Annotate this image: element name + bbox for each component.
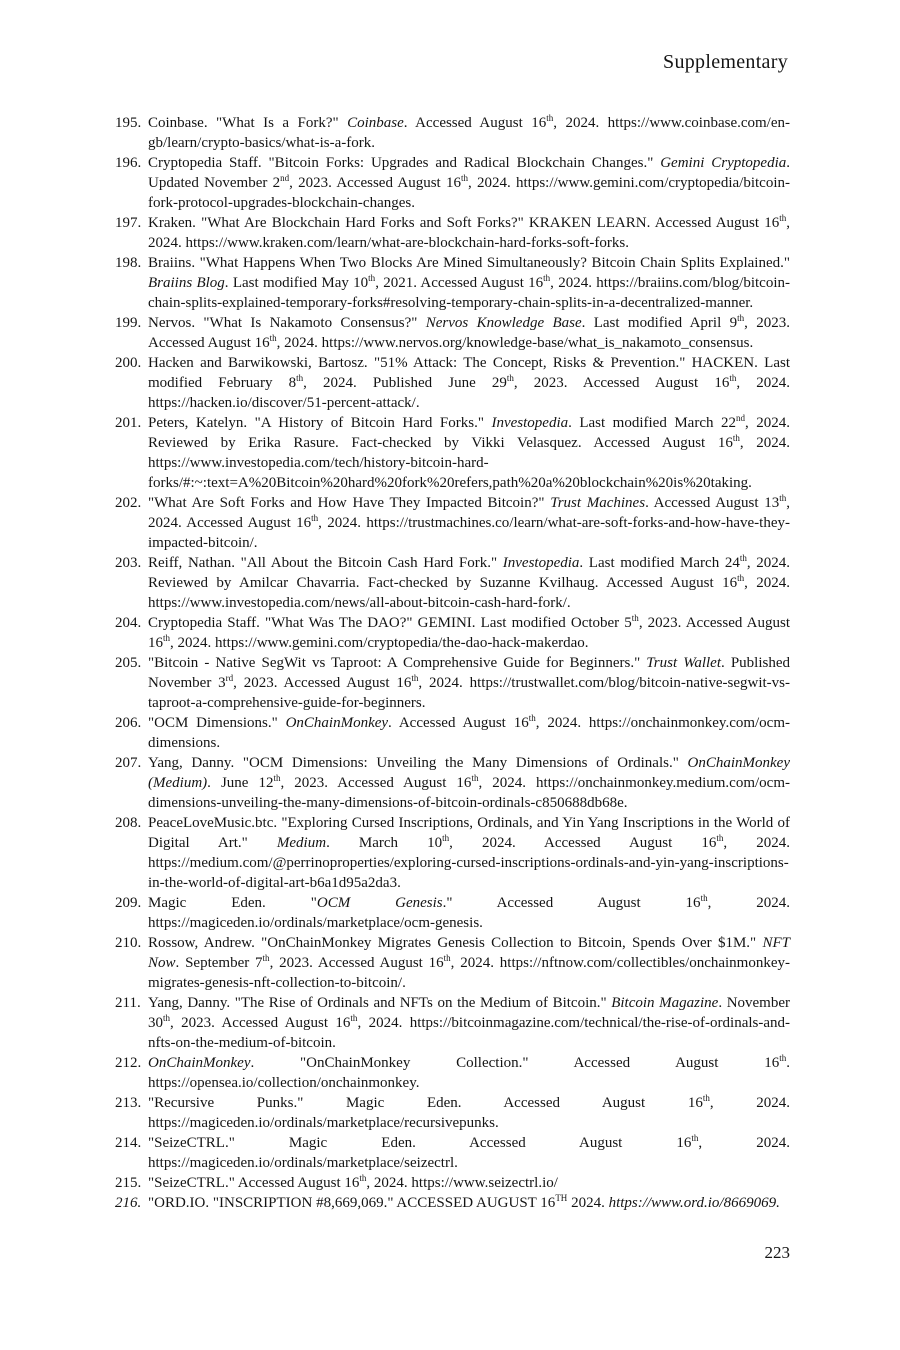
ordinal-superscript: th [737, 313, 745, 323]
ordinal-superscript: th [631, 613, 639, 623]
plain-text: , 2024. Accessed August 16 [449, 835, 717, 851]
ordinal-superscript: th [460, 173, 468, 183]
reference-text [148, 413, 790, 493]
plain-text: , 2024. https://magiceden.io/ordinals/marketplace/seizectrl. [148, 1135, 790, 1171]
reference-number: 214. [115, 1135, 142, 1151]
reference-text [148, 613, 790, 653]
plain-text: , 2024. https://trustmachines.co/learn/what-are-soft-forks-and-how-have-they-impacted-bitcoin/. [148, 515, 790, 551]
plain-text: Cryptopedia Staff. "What Was The DAO?" GEMINI. Last modified October 5 [148, 615, 632, 631]
reference-item [115, 1193, 790, 1213]
plain-text: "ORD.IO. "INSCRIPTION #8,669,069." ACCESSED AUGUST 16 [148, 1195, 556, 1211]
italic-text: Braiins Blog [148, 275, 225, 291]
reference-number: 215. [115, 1175, 142, 1191]
reference-number: 210. [115, 935, 142, 951]
reference-number: 196. [115, 155, 142, 171]
ordinal-superscript: th [729, 373, 737, 383]
plain-text: , 2024. https://hacken.io/discover/51-percent-attack/. [148, 375, 790, 411]
italic-text: Nervos Knowledge Base [425, 315, 582, 331]
plain-text: "OCM Dimensions." [148, 715, 286, 731]
plain-text: . https://opensea.io/collection/onchainmonkey. [148, 1055, 790, 1091]
reference-text [148, 153, 790, 213]
ordinal-superscript: th [691, 1133, 699, 1143]
ordinal-superscript: th [779, 493, 787, 503]
plain-text: . March 10 [326, 835, 443, 851]
plain-text: . Published November 3 [148, 655, 790, 691]
ordinal-superscript: th [359, 1173, 367, 1183]
reference-item [115, 253, 790, 313]
plain-text: , 2024. https://www.investopedia.com/news/all-about-bitcoin-cash-hard-fork/. [148, 575, 790, 611]
reference-text [148, 1173, 790, 1193]
ordinal-superscript: th [311, 513, 319, 523]
italic-text: https://www.ord.io/8669069. [608, 1195, 780, 1211]
ordinal-superscript: th [528, 713, 536, 723]
plain-text: . Accessed August 13 [645, 495, 780, 511]
italic-text: OnChainMonkey (Medium) [148, 755, 790, 791]
plain-text: , 2024. https://trustwallet.com/blog/bitcoin-native-segwit-vs-taproot-a-comprehensive-guide-for-beginners. [148, 675, 790, 711]
plain-text: , 2024. https://magiceden.io/ordinals/marketplace/recursivepunks. [148, 1095, 791, 1131]
reference-number: 202. [115, 495, 142, 511]
reference-text [148, 353, 790, 413]
plain-text: , 2024. Reviewed by Erika Rasure. Fact-checked by Vikki Velasquez. Accessed August 16 [148, 415, 790, 451]
ordinal-superscript: nd [736, 413, 745, 423]
reference-number: 213. [115, 1095, 142, 1111]
ordinal-superscript: th [411, 673, 419, 683]
italic-text: Investopedia [502, 555, 580, 571]
plain-text: Reiff, Nathan. "All About the Bitcoin Cash Hard Fork." [148, 555, 503, 571]
reference-number: 197. [115, 215, 142, 231]
reference-item [115, 813, 790, 893]
plain-text: , 2023. Accessed August 16 [513, 375, 730, 391]
reference-number: 212. [115, 1055, 142, 1071]
page-number: 223 [764, 1243, 790, 1262]
plain-text: "SeizeCTRL." Magic Eden. Accessed August 16 [148, 1135, 692, 1151]
plain-text: , 2023. Accessed August 16 [269, 955, 444, 971]
italic-text: Investopedia [491, 415, 569, 431]
reference-text [148, 813, 790, 893]
reference-text [148, 553, 790, 613]
reference-number: 201. [115, 415, 142, 431]
ordinal-superscript: th [163, 1013, 171, 1023]
plain-text: "What Are Soft Forks and How Have They Impacted Bitcoin?" [148, 495, 551, 511]
plain-text: , 2024. https://www.gemini.com/cryptopedia/bitcoin-fork-protocol-upgrades-blockchain-changes. [148, 175, 790, 211]
ordinal-superscript: th [739, 553, 747, 563]
reference-number: 208. [115, 815, 142, 831]
plain-text: , 2023. Accessed August 16 [148, 615, 790, 651]
plain-text: , 2024. https://nftnow.com/collectibles/onchainmonkey-migrates-genesis-nft-collection-to-bitcoin/. [148, 955, 790, 991]
reference-item [115, 893, 790, 933]
reference-item [115, 1053, 790, 1093]
reference-item [115, 653, 790, 713]
reference-item [115, 993, 790, 1053]
ordinal-superscript: TH [555, 1193, 568, 1203]
plain-text: . Accessed August 16 [388, 715, 529, 731]
plain-text: . Last modified May 10 [224, 275, 369, 291]
reference-text [148, 753, 790, 813]
italic-text: NFT Now [148, 935, 790, 971]
plain-text: , 2024. https://www.nervos.org/knowledge-base/what_is_nakamoto_consensus. [276, 335, 754, 351]
reference-item [115, 1093, 790, 1133]
reference-item [115, 313, 790, 353]
plain-text: Rossow, Andrew. "OnChainMonkey Migrates Genesis Collection to Bitcoin, Spends Over $1M." [148, 935, 763, 951]
plain-text: "Recursive Punks." Magic Eden. Accessed August 16 [148, 1095, 703, 1111]
reference-text [148, 213, 790, 253]
reference-text [148, 1093, 790, 1133]
reference-text [148, 713, 790, 753]
ordinal-superscript: th [443, 953, 451, 963]
reference-text [148, 313, 790, 353]
plain-text: , 2024. Reviewed by Amilcar Chavarria. Fact-checked by Suzanne Kvilhaug. Accessed August 16 [148, 555, 790, 591]
reference-item [115, 213, 790, 253]
reference-number: 209. [115, 895, 142, 911]
plain-text: PeaceLoveMusic.btc. "Exploring Cursed Inscriptions, Ordinals, and Yin Yang Inscriptions in the World of Digital Art." [148, 815, 790, 851]
italic-text: Trust Machines [550, 495, 646, 511]
reference-number: 200. [115, 355, 142, 371]
reference-text [148, 1193, 790, 1213]
ordinal-superscript: th [732, 433, 740, 443]
reference-item [115, 613, 790, 653]
plain-text: Braiins. "What Happens When Two Blocks Are Mined Simultaneously? Bitcoin Chain Splits Explained." [148, 255, 790, 271]
ordinal-superscript: th [350, 1013, 358, 1023]
plain-text: , 2024. https://onchainmonkey.com/ocm-dimensions. [148, 715, 791, 751]
plain-text: , 2024. https://www.gemini.com/cryptopedia/the-dao-hack-makerdao. [170, 635, 589, 651]
plain-text: , 2021. Accessed August 16 [375, 275, 544, 291]
reference-text [148, 253, 790, 313]
reference-number: 216. [115, 1195, 142, 1211]
italic-text: OCM Genesis [316, 895, 443, 911]
plain-text: , 2024. https://www.coinbase.com/en-gb/learn/crypto-basics/what-is-a-fork. [148, 115, 790, 151]
italic-text: Bitcoin Magazine [611, 995, 719, 1011]
reference-text [148, 493, 790, 553]
ordinal-superscript: th [269, 333, 277, 343]
plain-text: , 2024. https://onchainmonkey.medium.com/ocm-dimensions-unveiling-the-many-dimensions-of-bitcoin-ordinals-c850688db68e. [148, 775, 790, 811]
plain-text: Kraken. "What Are Blockchain Hard Forks and Soft Forks?" KRAKEN LEARN. Accessed August 16 [148, 215, 780, 231]
plain-text: Yang, Danny. "The Rise of Ordinals and NFTs on the Medium of Bitcoin." [148, 995, 612, 1011]
plain-text: . Accessed August 16 [403, 115, 547, 131]
reference-number: 203. [115, 555, 142, 571]
reference-item [115, 493, 790, 553]
ordinal-superscript: th [471, 773, 479, 783]
ordinal-superscript: th [273, 773, 281, 783]
reference-text [148, 933, 790, 993]
plain-text: Yang, Danny. "OCM Dimensions: Unveiling the Many Dimensions of Ordinals." [148, 755, 688, 771]
running-header: Supplementary [663, 51, 788, 73]
reference-number: 204. [115, 615, 142, 631]
ordinal-superscript: th [546, 113, 554, 123]
plain-text: . November 30 [148, 995, 791, 1031]
ordinal-superscript: th [506, 373, 514, 383]
ordinal-superscript: rd [225, 673, 234, 683]
italic-text: Trust Wallet [646, 655, 721, 671]
plain-text: , 2023. Accessed August 16 [170, 1015, 351, 1031]
plain-text: . September 7 [175, 955, 263, 971]
plain-text: ." Accessed August 16 [442, 895, 701, 911]
reference-item [115, 1173, 790, 1193]
italic-text: Coinbase [347, 115, 404, 131]
plain-text: . Updated November 2 [148, 155, 790, 191]
reference-text [148, 1053, 790, 1093]
reference-number: 205. [115, 655, 142, 671]
reference-number: 207. [115, 755, 142, 771]
reference-text [148, 113, 790, 153]
plain-text: , 2024. https://medium.com/@perrinoproperties/exploring-cursed-inscriptions-ordinals-and-yin-yang-inscriptions-in-the-world-of-digital-art-b6a1d95a2da3. [148, 835, 791, 891]
plain-text: . Last modified March 24 [579, 555, 740, 571]
italic-text: Medium [276, 835, 327, 851]
plain-text: . Last modified April 9 [581, 315, 738, 331]
ordinal-superscript: th [543, 273, 551, 283]
reference-text [148, 893, 790, 933]
reference-item [115, 353, 790, 413]
reference-item [115, 753, 790, 813]
plain-text: , 2023. Accessed August 16 [148, 315, 790, 351]
plain-text: , 2024. https://bitcoinmagazine.com/technical/the-rise-of-ordinals-and-nfts-on-the-medium-of-bitcoin. [148, 1015, 791, 1051]
plain-text: , 2024. https://www.seizectrl.io/ [366, 1175, 558, 1191]
ordinal-superscript: th [716, 833, 724, 843]
plain-text: , 2024. https://braiins.com/blog/bitcoin-chain-splits-explained-temporary-forks#resolving-temporary-chain-splits-in-a-decentralized-manner. [148, 275, 790, 311]
plain-text: , 2023. Accessed August 16 [289, 175, 461, 191]
plain-text: Nervos. "What Is Nakamoto Consensus?" [148, 315, 426, 331]
plain-text: . June 12 [207, 775, 274, 791]
reference-item [115, 413, 790, 493]
plain-text: 2024. [567, 1195, 609, 1211]
plain-text: , 2024. Published June 29 [303, 375, 507, 391]
italic-text: OnChainMonkey [285, 715, 389, 731]
plain-text: . "OnChainMonkey Collection." Accessed August 16 [250, 1055, 780, 1071]
reference-item [115, 153, 790, 213]
ordinal-superscript: th [368, 273, 376, 283]
reference-number: 206. [115, 715, 142, 731]
reference-number: 198. [115, 255, 142, 271]
plain-text: "SeizeCTRL." Accessed August 16 [148, 1175, 360, 1191]
ordinal-superscript: th [296, 373, 304, 383]
plain-text: , 2024. https://www.investopedia.com/tech/history-bitcoin-hard-forks/#:~:text=A%20Bitcoin%20hard%20fork%20refers,path%20a%20blockchain%20is%20taking. [148, 435, 791, 491]
plain-text: , 2024. Accessed August 16 [148, 495, 790, 531]
plain-text: , 2024. https://magiceden.io/ordinals/marketplace/ocm-genesis. [148, 895, 790, 931]
reference-text [148, 653, 790, 713]
plain-text: Hacken and Barwikowski, Bartosz. "51% Attack: The Concept, Risks & Prevention." HACKEN. Last modified February 8 [148, 355, 790, 391]
reference-number: 211. [115, 995, 141, 1011]
plain-text: , 2023. Accessed August 16 [233, 675, 412, 691]
ordinal-superscript: th [779, 1053, 787, 1063]
ordinal-superscript: th [163, 633, 171, 643]
reference-item [115, 933, 790, 993]
reference-text [148, 1133, 790, 1173]
plain-text: , 2023. Accessed August 16 [280, 775, 472, 791]
ordinal-superscript: th [779, 213, 787, 223]
ordinal-superscript: nd [280, 173, 290, 183]
ordinal-superscript: th [737, 573, 745, 583]
references-list [115, 113, 790, 1213]
plain-text: "Bitcoin - Native SegWit vs Taproot: A Comprehensive Guide for Beginners." [148, 655, 647, 671]
reference-item [115, 713, 790, 753]
reference-item [115, 113, 790, 153]
reference-item [115, 1133, 790, 1173]
reference-text [148, 993, 790, 1053]
ordinal-superscript: th [702, 1093, 710, 1103]
italic-text: Gemini Cryptopedia [660, 155, 787, 171]
plain-text: Coinbase. "What Is a Fork?" [148, 115, 348, 131]
plain-text: Magic Eden. " [148, 895, 317, 911]
plain-text: Peters, Katelyn. "A History of Bitcoin Hard Forks." [148, 415, 492, 431]
plain-text: , 2024. https://www.kraken.com/learn/what-are-blockchain-hard-forks-soft-forks. [148, 215, 790, 251]
ordinal-superscript: th [700, 893, 708, 903]
italic-text: OnChainMonkey [148, 1055, 251, 1071]
plain-text: Cryptopedia Staff. "Bitcoin Forks: Upgrades and Radical Blockchain Changes." [148, 155, 661, 171]
plain-text: . Last modified March 22 [568, 415, 736, 431]
reference-number: 195. [115, 115, 142, 131]
reference-number: 199. [115, 315, 142, 331]
reference-item [115, 553, 790, 613]
ordinal-superscript: th [442, 833, 450, 843]
ordinal-superscript: th [262, 953, 270, 963]
